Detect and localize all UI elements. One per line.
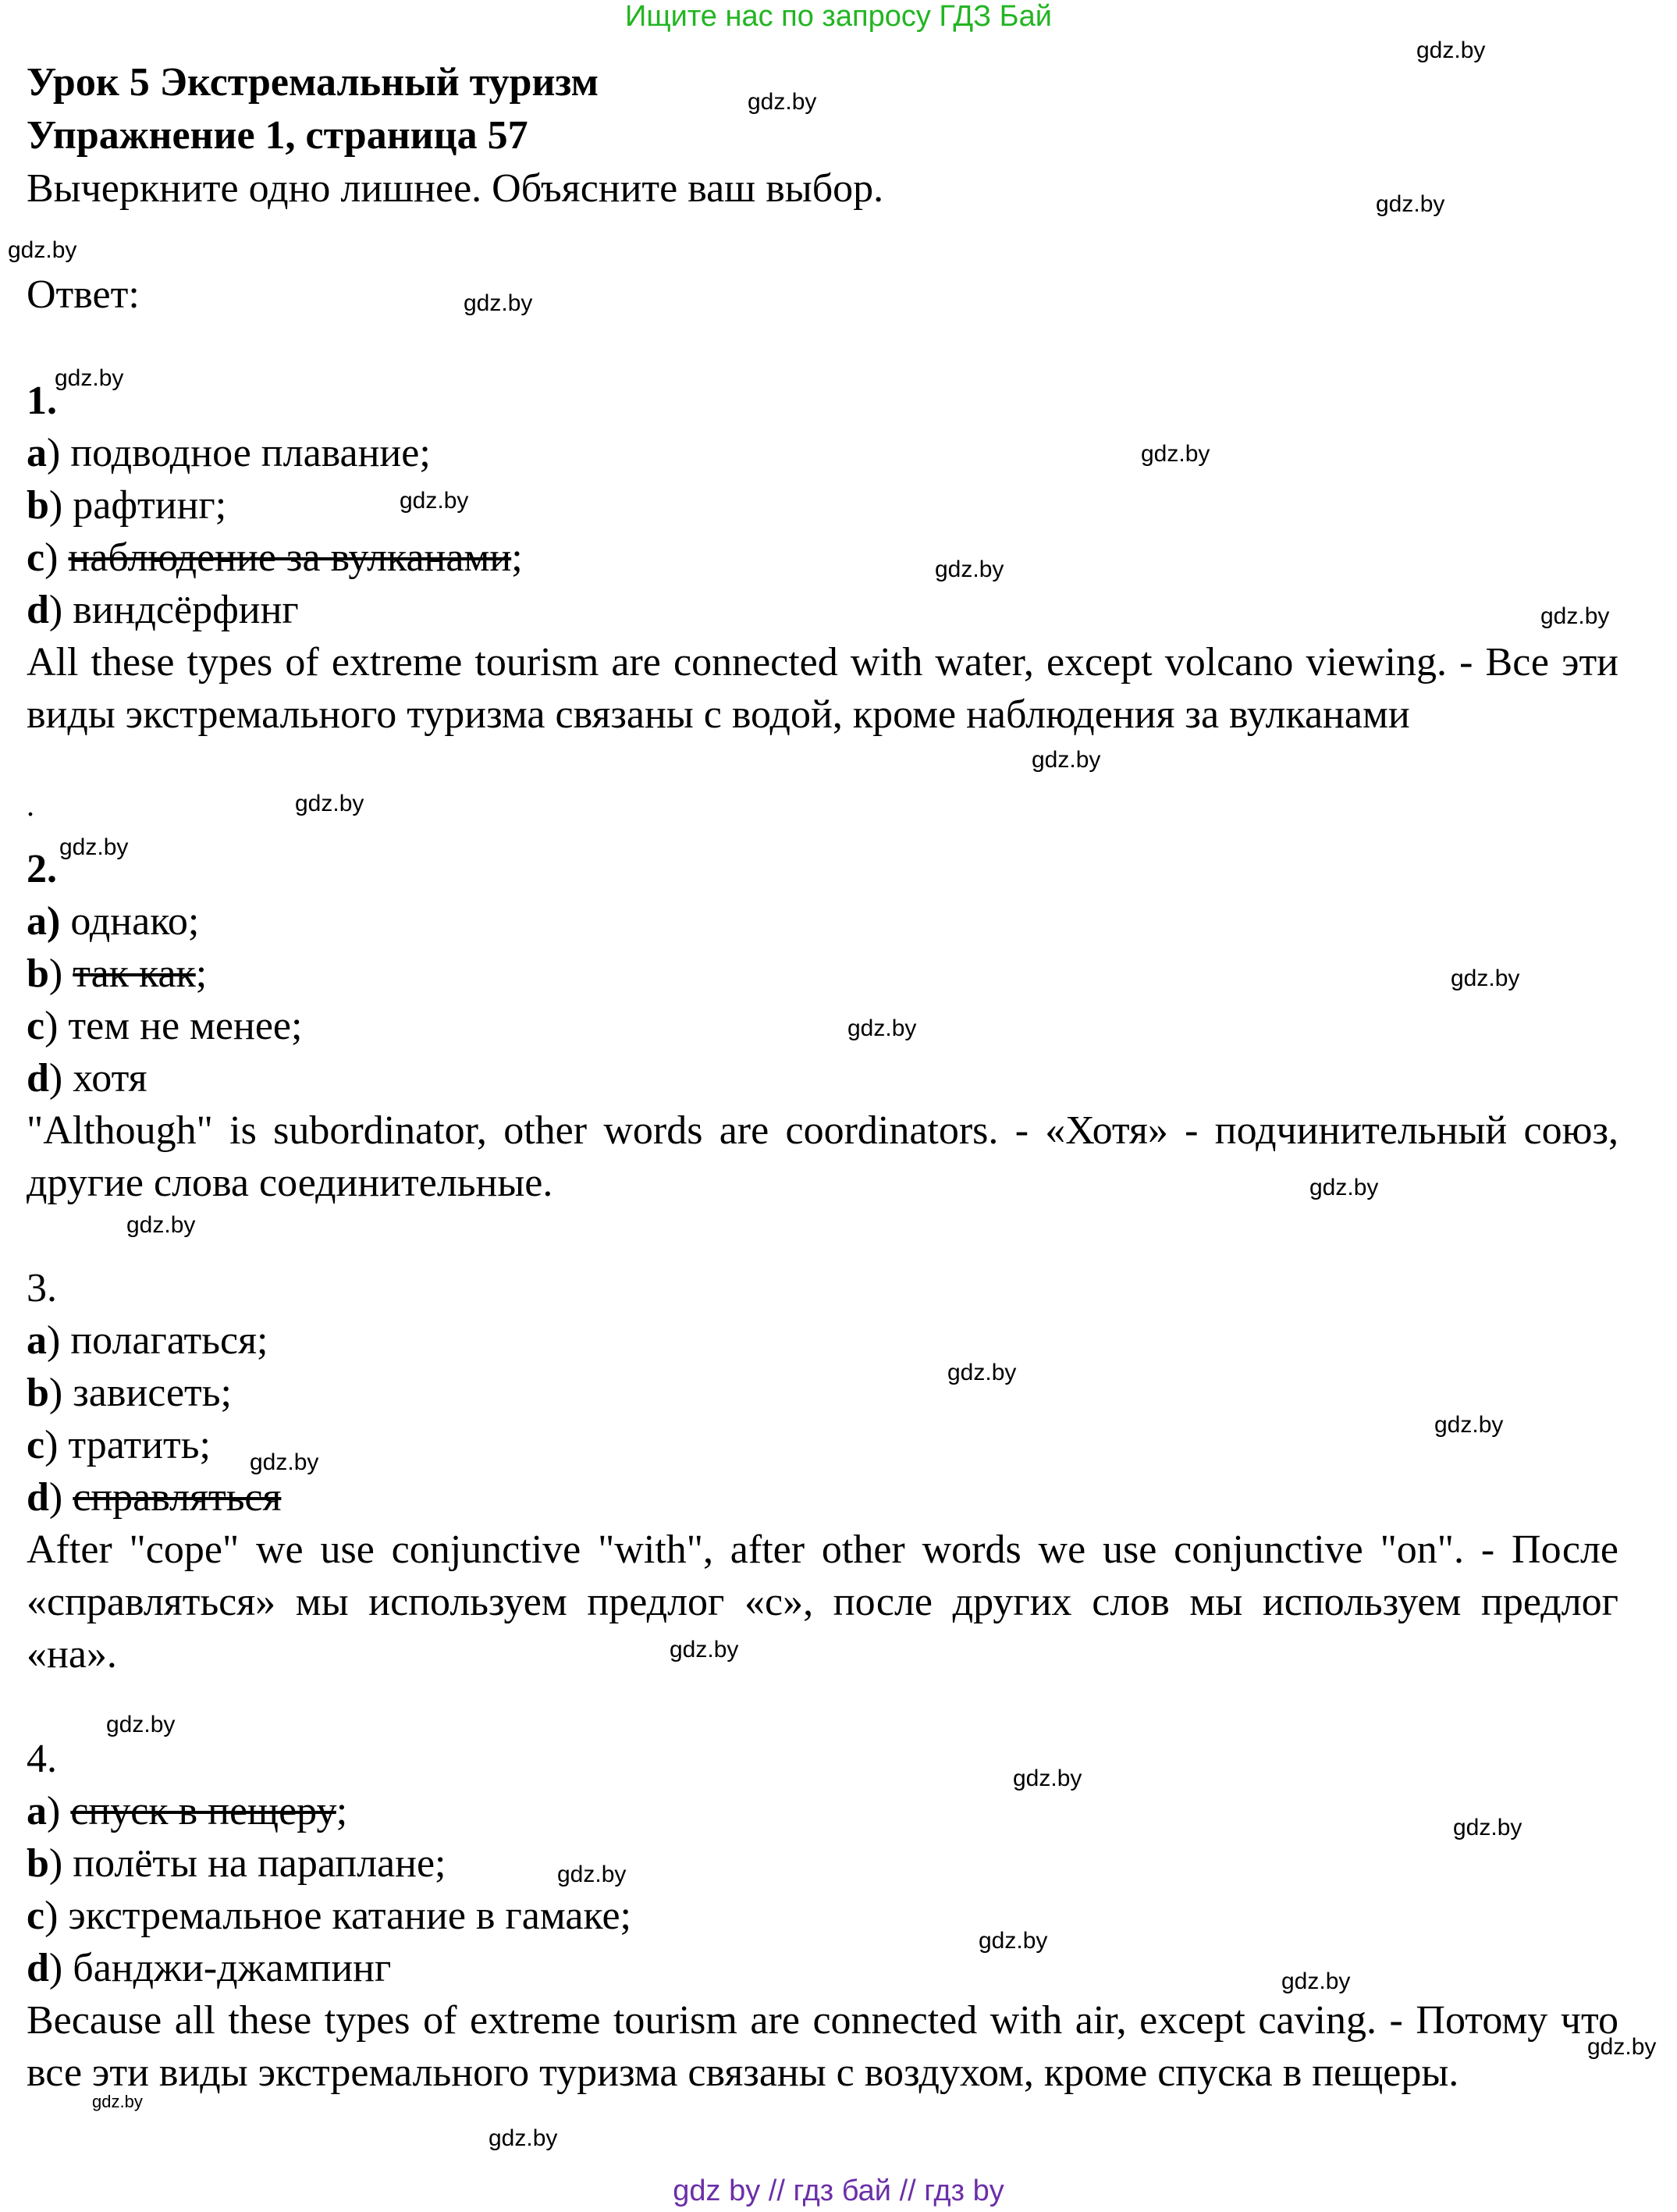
task-1-option-b xyxy=(27,485,226,526)
task-4-option-d xyxy=(27,1948,391,1989)
task-2-explanation: "Although" is subordinator, other words are coordinators. - «Хотя» - подчинительный союз, другие слова соединительные. xyxy=(27,1108,1618,1205)
watermark: gdz.by xyxy=(1281,1968,1351,1994)
struck-option: наблюдение за вулканами xyxy=(68,535,512,580)
watermark: gdz.by xyxy=(748,89,817,115)
task-4-option-b xyxy=(27,1841,446,1886)
task-1-option-c xyxy=(27,535,523,580)
option-text: ) хотя xyxy=(48,1056,147,1101)
watermark: gdz.by xyxy=(464,290,533,316)
watermark: gdz.by xyxy=(295,791,364,816)
option-text: ) рафтинг; xyxy=(48,483,227,528)
option-letter: c xyxy=(27,1004,45,1048)
option-letter: a) xyxy=(27,899,61,944)
option-text: ) зависеть; xyxy=(48,1371,232,1415)
option-text: ) xyxy=(47,1789,71,1833)
option-text: ) виндсёрфинг xyxy=(48,588,299,632)
watermark: gdz.by xyxy=(947,1360,1017,1385)
task-2-number: 2. xyxy=(27,847,57,891)
task-4-option-c xyxy=(27,1896,631,1936)
watermark: gdz.by xyxy=(1453,1815,1522,1840)
task-1-explanation: All these types of extreme tourism are connected with water, except volcano viewing. - Все эти виды экстремального туризма связаны с водой, кроме наблюдения за вулканами xyxy=(27,640,1618,737)
watermark: gdz.by xyxy=(1013,1766,1082,1791)
option-suffix: ; xyxy=(511,535,523,580)
task-1-option-d xyxy=(27,590,299,631)
option-text: ) тратить; xyxy=(44,1423,211,1467)
watermark: gdz.by xyxy=(1376,191,1445,217)
watermark: gdz.by xyxy=(1416,37,1486,63)
option-letter: a xyxy=(27,1318,47,1363)
option-letter: a xyxy=(27,431,47,475)
struck-option: справляться xyxy=(73,1475,282,1520)
watermark: gdz.by xyxy=(55,365,124,391)
option-text: ) полагаться; xyxy=(47,1318,268,1363)
answer-label: Ответ: xyxy=(27,272,140,317)
task-1-option-a xyxy=(27,433,431,474)
option-letter: b xyxy=(27,1371,49,1415)
struck-option: так как xyxy=(73,951,196,996)
option-suffix: ; xyxy=(195,951,208,996)
watermark: gdz.by xyxy=(1540,603,1610,629)
watermark: gdz.by xyxy=(8,237,77,263)
option-letter: d xyxy=(27,1475,49,1520)
task-4-explanation: Because all these types of extreme tourism are connected with air, except caving. - Потому что все эти виды экстремального туризма связаны с воздухом, кроме спуска в пещеры. xyxy=(27,1998,1618,2095)
option-text: ) xyxy=(48,951,73,996)
option-letter: d xyxy=(27,1056,49,1101)
watermark: gdz.by xyxy=(979,1928,1048,1954)
task-3-option-b xyxy=(27,1373,232,1414)
watermark: gdz.by xyxy=(935,557,1004,582)
option-text: ) xyxy=(44,535,69,580)
watermark: gdz.by xyxy=(1309,1175,1379,1200)
watermark: gdz.by xyxy=(489,2125,558,2151)
option-letter: b xyxy=(27,951,49,996)
watermark: gdz.by xyxy=(847,1015,917,1041)
option-letter: d xyxy=(27,588,49,632)
watermark: gdz.by xyxy=(250,1449,319,1475)
task-2-option-b xyxy=(27,951,208,996)
option-letter: c xyxy=(27,535,45,580)
watermark: gdz.by xyxy=(106,1712,176,1737)
struck-option: спуск в пещеру xyxy=(70,1789,336,1833)
task-3-number: 3. xyxy=(27,1266,57,1310)
option-letter: b xyxy=(27,1841,49,1886)
option-letter: d xyxy=(27,1946,49,1990)
task-1-trailing-dot: . xyxy=(27,788,34,823)
option-letter: c xyxy=(27,1894,45,1938)
option-letter: a xyxy=(27,1789,47,1833)
option-text: ) тем не менее; xyxy=(44,1004,303,1048)
watermark: gdz.by xyxy=(557,1862,627,1887)
search-banner: Ищите нас по запросу ГДЗ Бай xyxy=(625,0,1052,33)
option-letter: c xyxy=(27,1423,45,1467)
option-text: ) банджи-джампинг xyxy=(48,1946,392,1990)
option-suffix: ; xyxy=(336,1789,348,1833)
watermark: gdz.by xyxy=(400,488,469,514)
footer-links: gdz by // гдз бай // гдз by xyxy=(673,2175,1004,2207)
task-3-option-c xyxy=(27,1425,211,1466)
option-text: однако; xyxy=(60,899,200,944)
watermark: gdz.by xyxy=(1434,1412,1504,1438)
watermark: gdz.by xyxy=(126,1212,196,1238)
instruction-text: Вычеркните одно лишнее. Объясните ваш выбор. xyxy=(27,166,884,211)
option-text: ) xyxy=(48,1475,73,1520)
task-3-option-d xyxy=(27,1475,282,1520)
watermark: gdz.by xyxy=(92,2092,143,2111)
task-2-option-a xyxy=(27,899,200,944)
option-text: ) полёты на параплане; xyxy=(48,1841,446,1886)
task-3-explanation: After "cope" we use conjunctive "with", after other words we use conjunctive "on". - После «справляться» мы используем предлог «с», после других слов мы используем предлог «на». xyxy=(27,1527,1618,1677)
task-4-option-a xyxy=(27,1791,347,1832)
task-2-option-d xyxy=(27,1058,147,1099)
task-1-number: 1. xyxy=(27,379,57,423)
task-4-number: 4. xyxy=(27,1737,57,1781)
option-letter: b xyxy=(27,483,49,528)
lesson-title: Урок 5 Экстремальный туризм xyxy=(27,60,599,105)
task-3-option-a xyxy=(27,1318,268,1363)
option-text: ) экстремальное катание в гамаке; xyxy=(44,1894,631,1938)
watermark: gdz.by xyxy=(1451,966,1520,991)
watermark: gdz.by xyxy=(59,834,129,860)
exercise-title: Упражнение 1, страница 57 xyxy=(27,113,528,158)
watermark: gdz.by xyxy=(1032,747,1101,773)
task-2-option-c xyxy=(27,1006,302,1047)
watermark: gdz.by xyxy=(1587,2034,1657,2060)
watermark: gdz.by xyxy=(1141,441,1210,467)
option-text: ) подводное плавание; xyxy=(47,431,431,475)
watermark: gdz.by xyxy=(670,1637,739,1663)
